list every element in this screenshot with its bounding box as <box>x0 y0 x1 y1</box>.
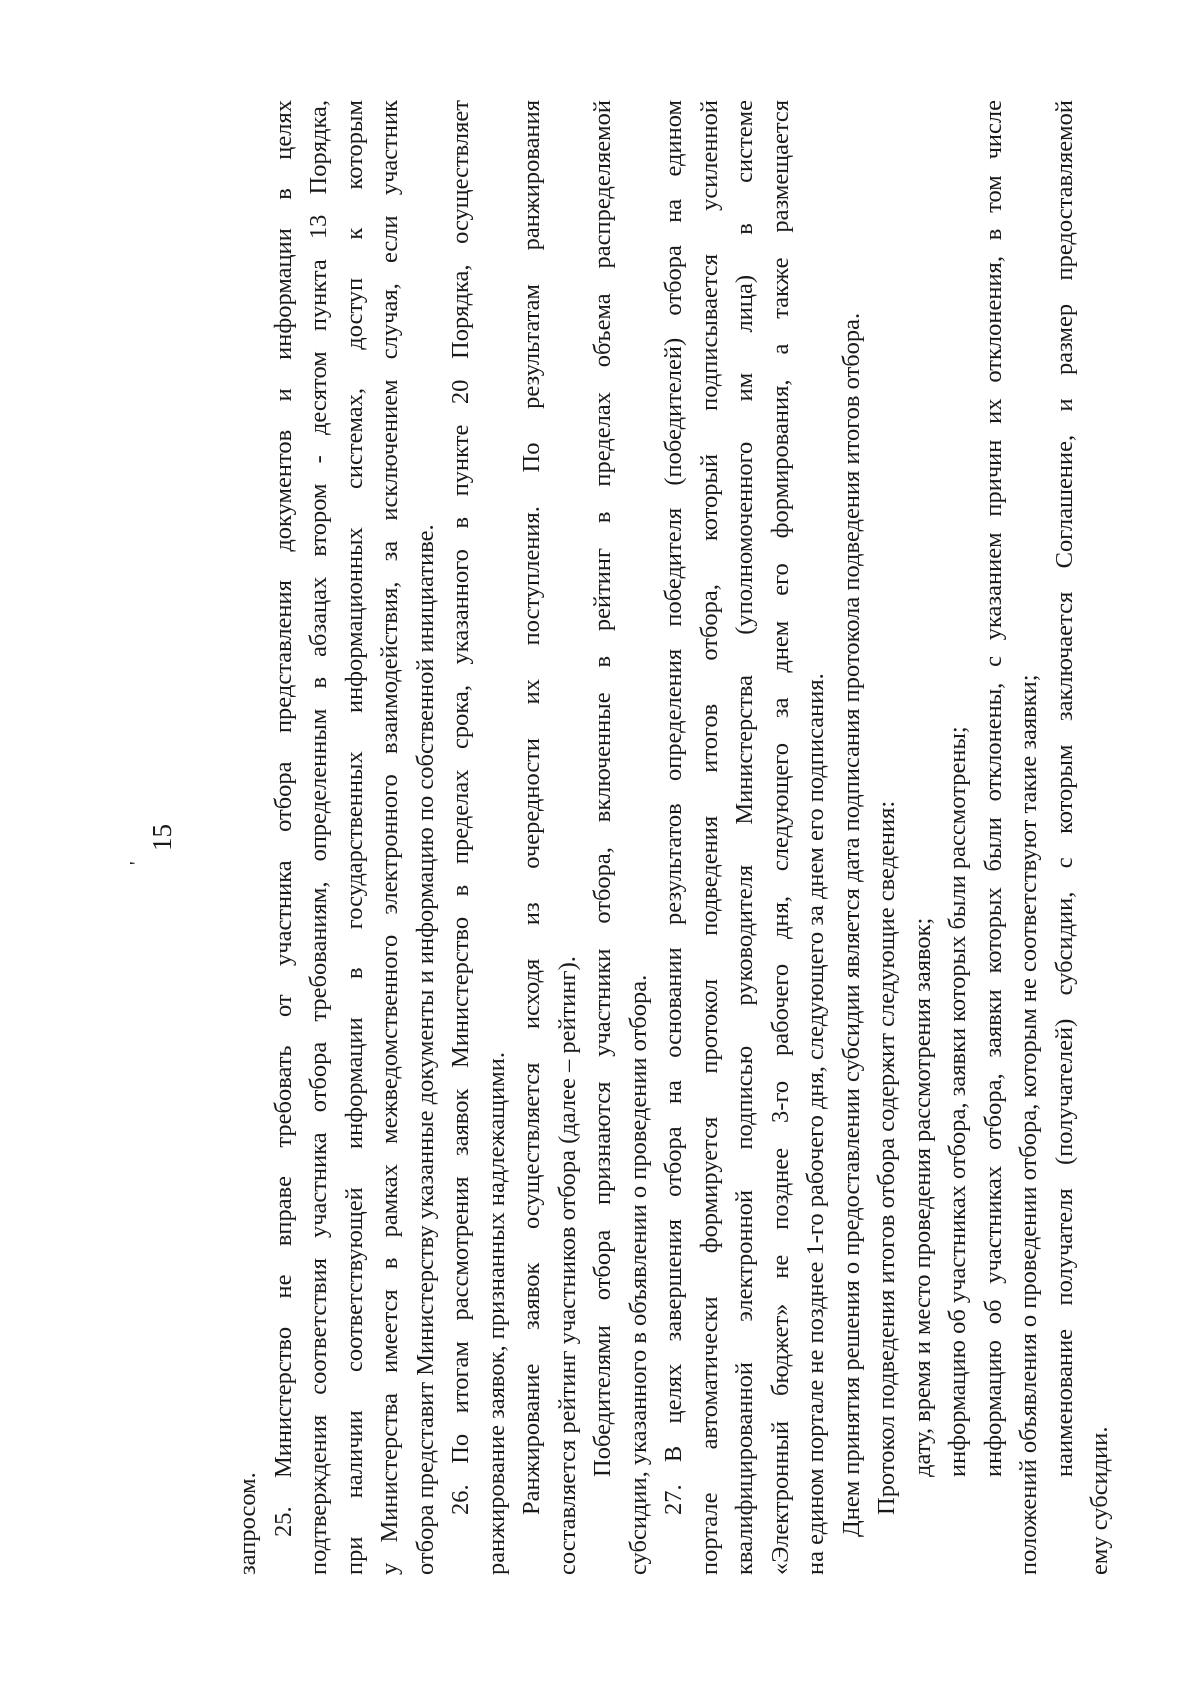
text-line: ранжирование заявок, признанных надлежащими. <box>482 1051 510 1575</box>
text-line: отбора представит Министерству указанные документы и информацию по собственной инициативе. <box>411 524 439 1575</box>
text-line: Днем принятия решения о предоставлении субсидии является дата подписания протокола подведения итогов отбора. <box>837 312 865 1537</box>
text-line: субсидии, указанного в объявлении о проведении отбора. <box>624 974 652 1575</box>
text-line: информацию об участниках отбора, заявки которых были отклонены, с указанием причин их отклонения, в том числе <box>979 100 1007 1477</box>
text-line: квалифицированной электронной подписью руководителя Министерства (уполномоченного им лица) в системе <box>731 100 758 1575</box>
text-line: при наличии соответствующей информации в государственных информационных системах, доступ к которым <box>340 100 368 1575</box>
text-line: дату, время и место проведения рассмотрения заявок; <box>908 917 936 1477</box>
text-line: портале автоматически формируется протокол подведения итогов отбора, который подписывается усиленной <box>695 100 723 1575</box>
text-line: у Министерства имеется в рамках межведомственного электронного взаимодействия, за исключением случая, если участник <box>376 100 403 1575</box>
page-number: 15 <box>147 824 177 851</box>
document-body <box>230 100 1118 1575</box>
text-line: на едином портале не позднее 1-го рабочего дня, следующего за днем его подписания. <box>802 673 829 1575</box>
text-line: 27. В целях завершения отбора на основании результатов определения победителя (победителей) отбора на едином <box>660 100 687 1515</box>
page-mark: ' <box>126 861 148 865</box>
text-line: информацию об участниках отбора, заявки которых были рассмотрены; <box>944 726 971 1477</box>
text-line: составляется рейтинг участников отбора (далее – рейтинг). <box>553 956 581 1575</box>
text-line: Протокол подведения итогов отбора содержит следующие сведения: <box>873 800 900 1515</box>
text-line: Победителями отбора признаются участники отбора, включенные в рейтинг в пределах объема распределяемой <box>589 100 616 1477</box>
text-line: подтверждения соответствия участника отбора требованиям, определенным в абзацах втором - десятом пункта 13 Порядка, <box>305 100 332 1575</box>
text-line: «Электронный бюджет» не позднее 3-го рабочего дня, следующего за днем его формирования, а также размещается <box>766 100 794 1575</box>
text-line: наименование получателя (получателей) субсидии, с которым заключается Соглашение, и размер предоставляемой <box>1050 100 1078 1477</box>
text-line: 25. Министерство не вправе требовать от участника отбора представления документов и информации в целях <box>269 100 297 1537</box>
text-line: положений объявления о проведении отбора, которым не соответствуют такие заявки; <box>1015 674 1042 1575</box>
text-line: Ранжирование заявок осуществляется исходя из очередности их поступления. По результатам ранжирования <box>518 100 545 1515</box>
text-line: ему субсидии. <box>1086 1426 1113 1575</box>
scanned-page <box>126 100 1113 1575</box>
text-line: запросом. <box>234 1472 261 1575</box>
text-line: 26. По итогам рассмотрения заявок Министерство в пределах срока, указанного в пункте 20 Порядка, осуществляет <box>447 100 474 1515</box>
